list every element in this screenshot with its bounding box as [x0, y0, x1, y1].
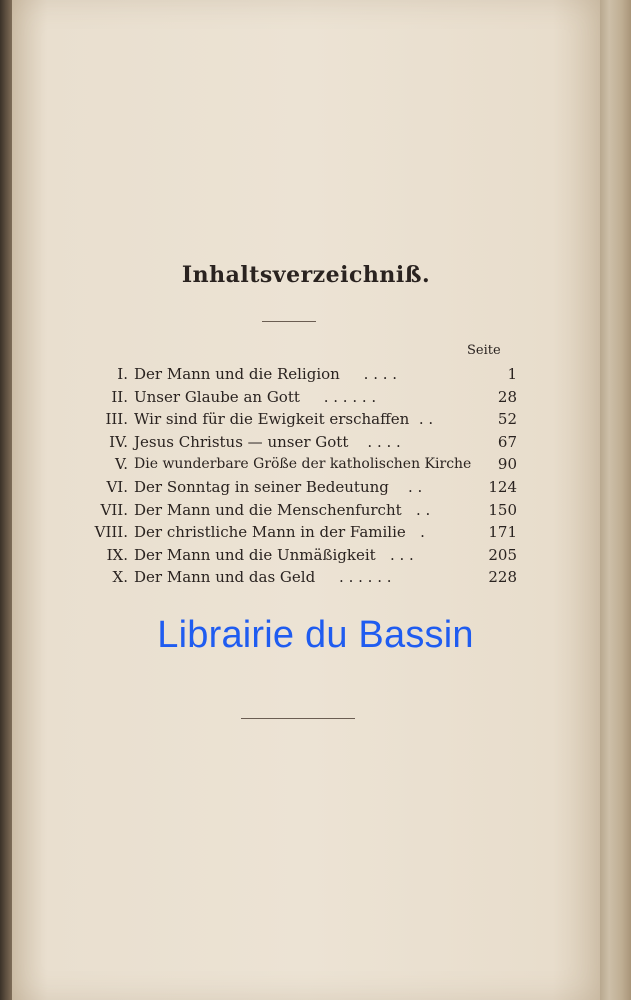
chapter-number: IV.: [109, 432, 128, 451]
chapter-number: X.: [112, 568, 128, 587]
chapter-title: Der Mann und die Religion . . . .: [134, 365, 398, 383]
leader-dots: . . .: [389, 545, 414, 564]
page-title: Inhaltsverzeichniß.: [181, 262, 431, 288]
chapter-page: 67: [497, 432, 517, 451]
chapter-page: 90: [497, 455, 517, 474]
leader-dots: . .: [415, 500, 431, 519]
toc-entry: [82, 431, 522, 454]
toc-entry: [82, 499, 522, 522]
chapter-page: 228: [488, 568, 517, 587]
chapter-page: 28: [497, 387, 517, 406]
watermark-text: Librairie du Bassin: [157, 614, 474, 656]
chapter-number: VIII.: [94, 523, 128, 542]
chapter-page: 205: [488, 545, 517, 564]
chapter-number: II.: [111, 387, 128, 406]
leader-dots: . . . .: [363, 365, 398, 383]
toc-entry: [82, 566, 522, 589]
toc-entry: [82, 544, 522, 567]
toc-entry: [82, 408, 522, 431]
chapter-number: V.: [115, 455, 128, 474]
toc-entry: [82, 453, 522, 476]
toc-entry: [82, 386, 522, 409]
chapter-number: VII.: [100, 500, 128, 519]
toc-entry: [82, 363, 522, 386]
title-divider: [262, 321, 316, 322]
leader-dots: . .: [418, 410, 434, 429]
chapter-page: 1: [507, 365, 517, 383]
chapter-title: Der Mann und die Menschenfurcht . .: [134, 500, 431, 519]
chapter-title: Der christliche Mann in der Familie .: [134, 523, 425, 542]
chapter-page: 171: [488, 523, 517, 542]
chapter-page: 52: [497, 410, 517, 429]
page-column-label: Seite: [467, 343, 501, 358]
chapter-title: Der Mann und die Unmäßigkeit . . .: [134, 545, 414, 564]
leader-dots: .: [420, 523, 425, 542]
table-of-contents: [82, 363, 522, 589]
toc-entry: [82, 476, 522, 499]
page-edge: [600, 0, 631, 1000]
leader-dots: . . . .: [367, 432, 401, 451]
leader-dots: . .: [407, 477, 423, 496]
chapter-number: VI.: [106, 477, 128, 496]
chapter-page: 124: [488, 477, 517, 496]
chapter-number: III.: [105, 410, 128, 429]
book-page: [12, 0, 600, 1000]
chapter-title: Wir sind für die Ewigkeit erschaffen . .: [134, 410, 434, 429]
toc-entry: [82, 521, 522, 544]
chapter-title: Der Sonntag in seiner Bedeutung . .: [134, 477, 423, 496]
chapter-title: Der Mann und das Geld . . . . . .: [134, 568, 392, 587]
leader-dots: . . . . . .: [323, 387, 377, 406]
chapter-number: IX.: [106, 545, 128, 564]
chapter-page: 150: [488, 500, 517, 519]
end-divider: [241, 718, 355, 719]
chapter-number: I.: [117, 365, 128, 383]
chapter-title: Unser Glaube an Gott . . . . . .: [134, 387, 377, 406]
chapter-title: Die wunderbare Größe der katholischen Kirche: [134, 456, 472, 473]
leader-dots: . . . . . .: [339, 568, 392, 587]
chapter-title: Jesus Christus — unser Gott . . . .: [134, 432, 401, 451]
